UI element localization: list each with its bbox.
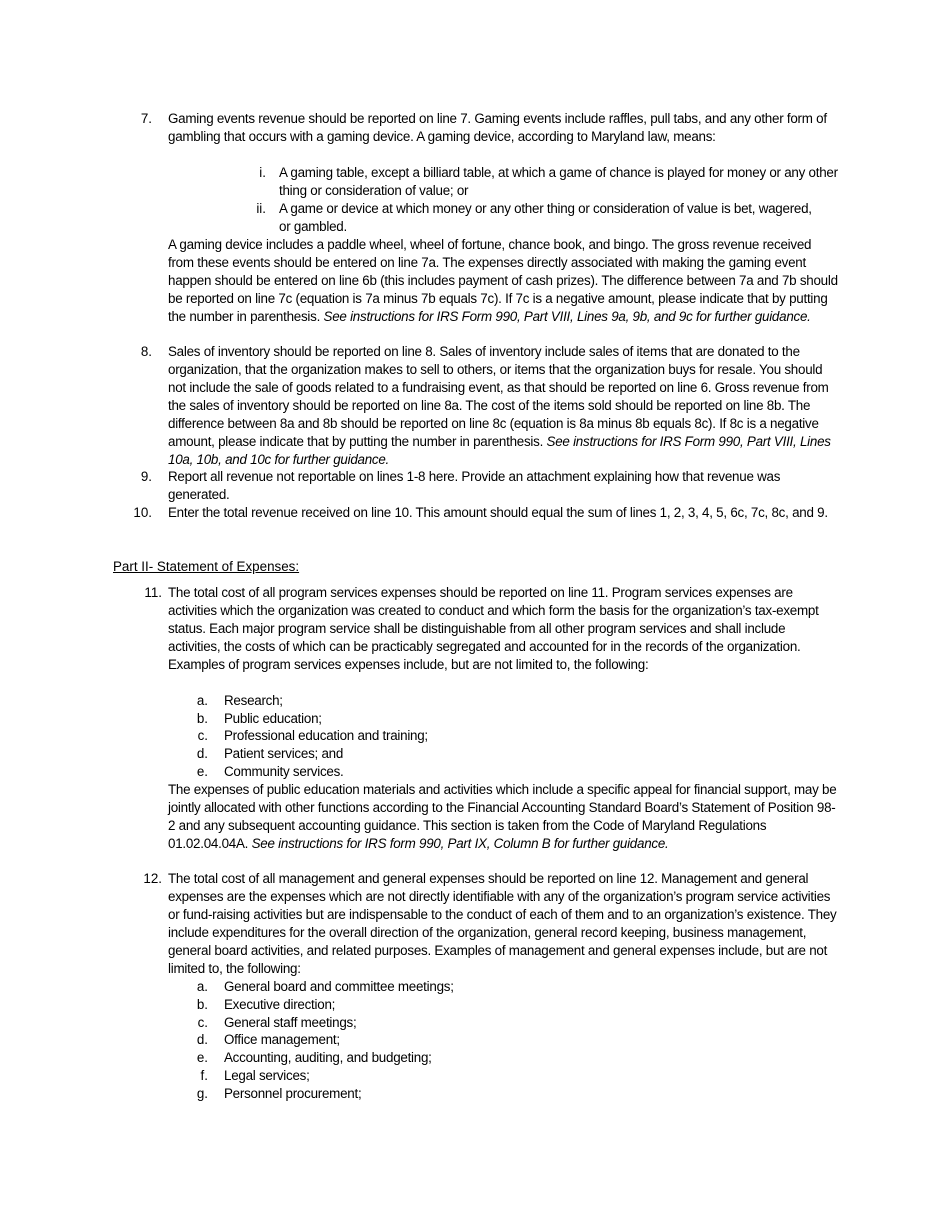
item-11-intro: The total cost of all program services expenses should be reported on line 11. Program services expenses are activities which the organization was created to conduct and which form the basis for the organization’s tax-exempt status. Each major program service shall be distinguishable from all other program services and shall include activities, the costs of which can be practicably segregated and accounted for in the records of the organization. Examples of program services expenses include, but are not limited to, the following: — [168, 585, 819, 672]
item-11-list-c-text: Professional education and training; — [224, 728, 428, 743]
item-12-list-e-marker: e. — [196, 1050, 208, 1065]
item-11-body — [168, 781, 838, 853]
item-11-list-e-text: Community services. — [224, 764, 344, 779]
item-11-list-b-marker: b. — [196, 711, 208, 726]
item-7-roman-1-text: A gaming table, except a billiard table, at which a game of chance is played for money or any other thing or consideration of value; or — [279, 165, 838, 198]
item-12-list-d-text: Office management; — [224, 1032, 340, 1047]
item-8-number: 8. — [140, 344, 152, 359]
item-12-list-g-marker: g. — [196, 1086, 208, 1101]
item-12-list-g-text: Personnel procurement; — [224, 1086, 362, 1101]
item-12-list-d-marker: d. — [196, 1032, 208, 1047]
item-7-number: 7. — [140, 111, 152, 126]
item-11-list-b-text: Public education; — [224, 711, 322, 726]
item-8-body-text: Sales of inventory should be reported on line 8. Sales of inventory include sales of items that are donated to the organization, that the organization makes to sell to others, or items that the organization buys for resale. You should not include the sale of goods related to a fundraising event, as that should be reported on line 6. Gross revenue from the sales of inventory should be reported on line 8a. The cost of the items sold should be reported on line 8b. The difference between 8a and 8b should be reported on line 8c (equation is 8a minus 8b equals 8c). If 8c is a negative amount, please indicate that by putting the number in parenthesis. — [168, 344, 829, 449]
item-8-body — [168, 343, 838, 469]
item-11-list-d-text: Patient services; and — [224, 746, 344, 761]
item-11-list-d-marker: d. — [196, 746, 208, 761]
item-7-intro: Gaming events revenue should be reported on line 7. Gaming events include raffles, pull tabs, and any other form of gambling that occurs with a gaming device. A gaming device, according to Maryland law, means: — [168, 111, 827, 144]
item-11-body-text: The expenses of public education materials and activities which include a specific appeal for financial support, may be jointly allocated with other functions according to the Financial Accounting Standard Board’s Statement of Position 98-2 and any subsequent accounting guidance. This section is taken from the Code of Maryland Regulations 01.02.04.04A. — [168, 782, 837, 851]
item-12-list-a-text: General board and committee meetings; — [224, 979, 454, 994]
item-12-list-f-text: Legal services; — [224, 1068, 310, 1083]
item-7-body — [168, 236, 838, 326]
item-11-list-c-marker: c. — [197, 728, 208, 743]
item-11-list-a-text: Research; — [224, 693, 283, 708]
item-12-list-f-marker: f. — [200, 1068, 208, 1083]
item-12-intro: The total cost of all management and general expenses should be reported on line 12. Management and general expenses are the expenses which are not directly identifiable with any of the organization’s program service activities or fund-raising activities but are indispensable to the conduct of each of them and to an organization’s existence. They include expenditures for the overall direction of the organization, general record keeping, business management, general board activities, and related purposes. Examples of management and general expenses include, but are not limited to, the following: — [168, 871, 837, 976]
item-9-number: 9. — [140, 469, 152, 484]
item-12-list-c-marker: c. — [197, 1015, 208, 1030]
item-12-list-a-marker: a. — [196, 979, 208, 994]
item-12-list-e-text: Accounting, auditing, and budgeting; — [224, 1050, 432, 1065]
item-10-body: Enter the total revenue received on line 10. This amount should equal the sum of lines 1, 2, 3, 4, 5, 6c, 7c, 8c, and 9. — [168, 505, 828, 520]
item-11-body-guidance: See instructions for IRS form 990, Part IX, Column B for further guidance. — [251, 836, 669, 851]
item-8-body-guidance: See instructions for IRS Form 990, Part VIII, Lines 10a, 10b, and 10c for further guidance. — [168, 434, 831, 467]
item-12-number: 12. — [143, 871, 162, 886]
item-7-roman-1-marker: i. — [259, 165, 266, 180]
item-7-body-guidance: See instructions for IRS Form 990, Part VIII, Lines 9a, 9b, and 9c for further guidance. — [323, 309, 811, 324]
item-7-body-text: A gaming device includes a paddle wheel, wheel of fortune, chance book, and bingo. The gross revenue received from these events should be entered on line 7a. The expenses directly associated with making the gaming event happen should be entered on line 6b (this includes payment of cash prizes). The difference between 7a and 7b should be reported on line 7c (equation is 7a minus 7b equals 7c). If 7c is a negative amount, please indicate that by putting the number in parenthesis. — [168, 237, 838, 324]
item-12-list-b-text: Executive direction; — [224, 997, 336, 1012]
item-11-list-a-marker: a. — [196, 693, 208, 708]
item-12-list-b-marker: b. — [196, 997, 208, 1012]
part-2-heading: Part II- Statement of Expenses: — [113, 559, 300, 574]
item-7-roman-2-text: A game or device at which money or any other thing or consideration of value is bet, wagered, or gambled. — [279, 201, 812, 234]
item-11-list-e-marker: e. — [196, 764, 208, 779]
item-10-number: 10. — [133, 505, 152, 520]
item-9-body: Report all revenue not reportable on lines 1-8 here. Provide an attachment explaining how that revenue was generated. — [168, 469, 781, 502]
item-7-roman-2-marker: ii. — [256, 201, 266, 216]
item-12-list-c-text: General staff meetings; — [224, 1015, 357, 1030]
item-11-number: 11. — [144, 585, 162, 600]
